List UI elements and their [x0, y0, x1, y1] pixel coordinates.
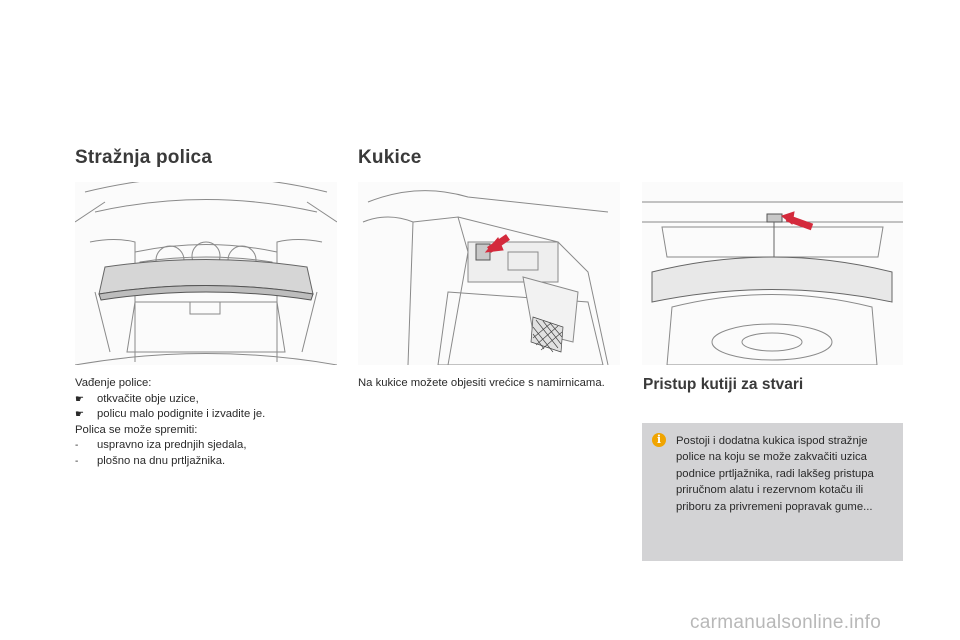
storage-access-illustration	[642, 182, 903, 365]
pointing-hand-icon: ☛	[75, 409, 84, 420]
instruction-line	[75, 392, 335, 408]
rear-shelf-title: Stražnja polica	[75, 147, 213, 168]
pointing-hand-icon: ☛	[75, 393, 84, 405]
instruction-line	[75, 423, 335, 439]
storage-access-title: Pristup kutiji za stvari	[643, 376, 804, 393]
info-box	[642, 423, 903, 561]
watermark: carmanualsonline.info	[690, 612, 882, 633]
instruction-text: Polica se može spremiti:	[75, 423, 198, 436]
instruction-line	[75, 407, 335, 423]
instruction-text: Vađenje police:	[75, 377, 152, 389]
instruction-text: plošno na dnu prtljažnika.	[97, 454, 226, 467]
hooks-illustration	[358, 182, 620, 365]
dash-marker: -	[75, 455, 79, 467]
hooks-title: Kukice	[358, 147, 422, 168]
rear-shelf-illustration	[75, 182, 337, 365]
info-text: Postoji i dodatna kukica ispod stražnje police na koju se može zakvačiti uzica podnice prtljažnika, radi lakšeg pristupa priručnom alatu i rezervnom kotaču ili priboru za privremeni popravak gume...	[676, 435, 874, 513]
info-icon: i	[652, 433, 666, 447]
instruction-line	[75, 376, 335, 392]
hooks-description: Na kukice možete objesiti vrećice s namirnicama.	[358, 377, 605, 389]
instruction-text: uspravno iza prednjih sjedala,	[97, 439, 247, 451]
rear-shelf-instructions	[75, 376, 335, 469]
instruction-text: policu malo podignite i izvadite je.	[97, 408, 266, 420]
instruction-line	[75, 438, 335, 454]
instruction-line	[75, 454, 335, 470]
instruction-text: otkvačite obje uzice,	[97, 392, 199, 405]
dash-marker: -	[75, 440, 79, 451]
